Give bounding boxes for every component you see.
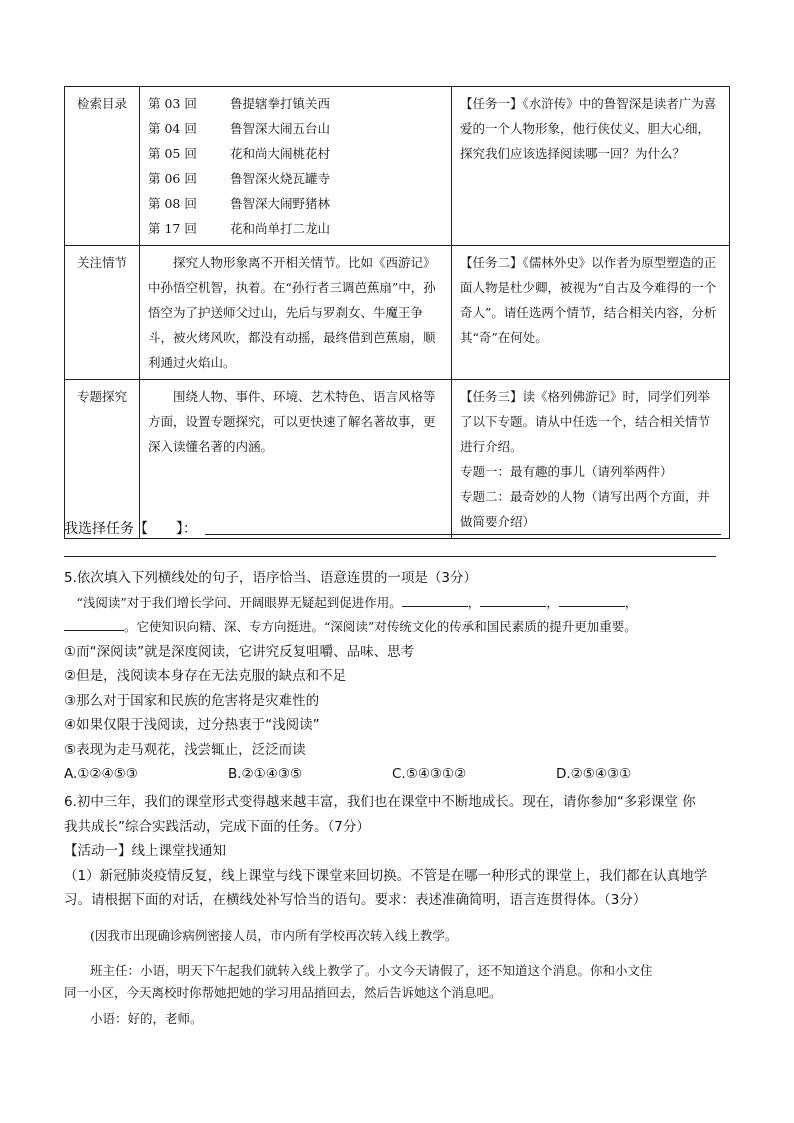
list-item: 第 03 回 鲁提辖拳打镇关西	[148, 96, 331, 111]
option-d[interactable]: D.②⑤④③①	[556, 766, 632, 782]
option-b[interactable]: B.②①④③⑤	[228, 766, 303, 782]
plot-example: 探究人物形象离不开相关情节。比如《西游记》中孙悟空机智，执着。在“孙行者三调芭蕉扇”中，孙悟空为了护送师父过山，先后与罗刹女、牛魔王争斗，被火烤风吹，都没有动摇，最终借到芭蕉扇，顺利通过火焰山。	[140, 246, 452, 380]
fill-blank[interactable]	[559, 592, 625, 607]
passage: 。它使知识向精、深、专方向挺进。“深阅读”对传统文化的传承和国民素质的提升更加重要。	[64, 615, 734, 640]
question-stem: 6.初中三年，我们的课堂形式变得越来越丰富，我们也在课堂中不断地成长。现在，请你参加“多彩课堂 你	[64, 794, 696, 810]
list-item: 第 06 回 鲁智深火烧瓦罐寺	[148, 171, 331, 186]
passage: “浅阅读”对于我们增长学问、开阔眼界无疑起到促进作用。 ， ， ，	[64, 591, 734, 616]
dialogue	[64, 960, 734, 1030]
sentence-option: ①而“深阅读”就是深度阅读，它讲究反复咀嚼、品味、思考	[64, 643, 415, 660]
dialogue-context: (因我市出现确诊病例密接人员，市内所有学校再次转入线上教学。	[90, 928, 458, 943]
answer-line[interactable]	[64, 556, 716, 557]
teacher-line: 班主任：小语，明天下午起我们就转入线上教学了。小文今天请假了，还不知道这个消息。你和小文住	[90, 963, 653, 978]
list-item: 第 17 回 花和尚单打二龙山	[148, 221, 331, 236]
list-item: 第 08 回 鲁智深大闹野猪林	[148, 196, 331, 211]
list-item: 第 04 回 鲁智深大闹五台山	[148, 121, 331, 136]
option-c[interactable]: C.⑤④③①②	[392, 766, 467, 782]
option-a[interactable]: A.①②④⑤③	[64, 766, 138, 782]
question-stem: 我共成长”综合实践活动，完成下面的任务。（7分）	[64, 818, 370, 835]
topic-description: 围绕人物、事件、环境、艺术特色、语言风格等方面，设置专题探究，可以更快速了解名著故事，更深入读懂名著的内涵。	[140, 380, 452, 539]
question-stem: 5.依次填入下列横线处的句子，语序恰当、语意连贯的一项是（3分）	[64, 570, 477, 586]
reading-task-table	[64, 86, 730, 539]
row-label: 关注情节	[65, 246, 140, 380]
task-one: 【任务一】《水浒传》中的鲁智深是读者广为喜爱的一个人物形象，他行侠仗义、胆大心细，探究我们应该选择阅读哪一回？为什么？	[452, 87, 730, 246]
sentence-option: ③那么对于国家和民族的危害将是灾难性的	[64, 692, 320, 709]
answer-options	[64, 762, 734, 787]
task-two: 【任务二】《儒林外史》以作者为原型塑造的正面人物是杜少卿，被视为“自古及今难得的一个奇人”。请任选两个情节，结合相关内容，分析其“奇”在何处。	[452, 246, 730, 380]
table-row	[65, 246, 730, 380]
task-three: 【任务三】读《格列佛游记》时，同学们列举了以下专题。请从中任选一个，结合相关情节进行介绍。 专题一：最有趣的事儿（请列举两件） 专题二：最奇妙的人物（请写出两个方面，并做简要介绍）	[452, 380, 730, 539]
question-5	[64, 566, 734, 787]
list-item: 第 05 回 花和尚大闹桃花村	[148, 146, 331, 161]
answer-line[interactable]	[205, 534, 721, 535]
sentence-option: ④如果仅限于浅阅读，过分热衷于“浅阅读”	[64, 717, 320, 733]
sub-question: （1）新冠肺炎疫情反复，线上课堂与线下课堂来回切换。不管是在哪一种形式的课堂上，我们都在认真地学	[64, 867, 708, 884]
student-reply: 小语：好的，老师。	[90, 1011, 203, 1026]
fill-blank[interactable]	[64, 616, 124, 631]
sentence-option: ⑤表现为走马观花，浅尝辄止，泛泛而读	[64, 741, 306, 758]
fill-blank[interactable]	[402, 592, 468, 607]
sub-question: 习。请根据下面的对话，在横线处补写恰当的语句。要求：表述准确简明，语言连贯得体。（3分）	[64, 892, 647, 908]
row-label: 专题探究	[65, 380, 140, 539]
sentence-option: ②但是，浅阅读本身存在无法克服的缺点和不足	[64, 668, 347, 684]
chapter-list	[140, 87, 452, 246]
table-row	[65, 87, 730, 246]
teacher-line: 同一小区，今天离校时你帮她把她的学习用品捎回去，然后告诉她这个消息吧。	[64, 985, 502, 1000]
fill-blank[interactable]	[480, 592, 546, 607]
row-label: 检索目录	[65, 87, 140, 246]
question-6	[64, 790, 734, 913]
table-row	[65, 380, 730, 539]
choose-task-label: 我选择任务【 】：	[64, 521, 197, 537]
activity-heading: 【活动一】线上课堂找通知	[64, 843, 226, 859]
